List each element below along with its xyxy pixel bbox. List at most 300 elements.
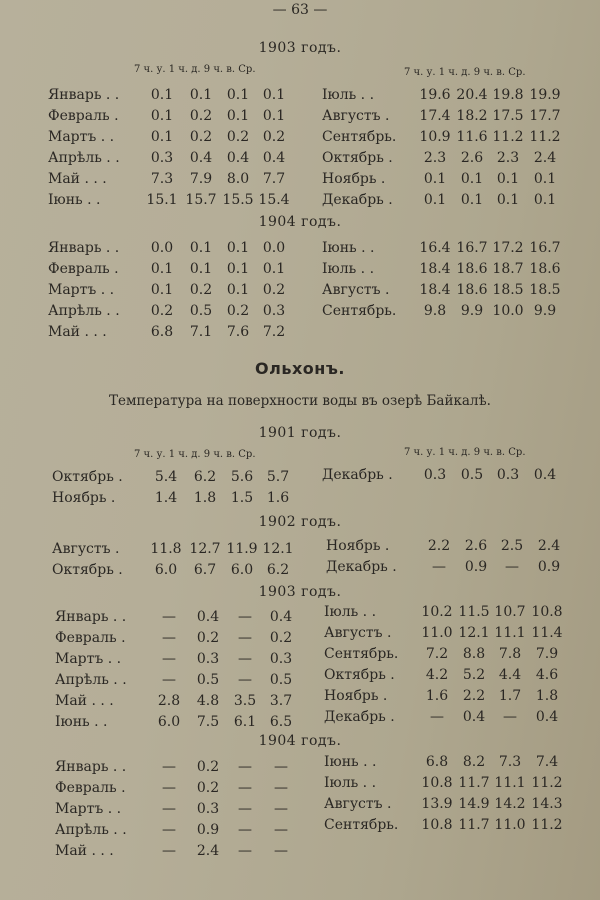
month-label: Іюнь . . [324,754,377,770]
value-1pm: 0.2 [189,282,213,298]
table-row [324,773,574,794]
value-7am: 6.8 [150,324,174,340]
table-row [322,301,572,322]
value-9pm: 0.1 [226,87,250,103]
value-1pm: 0.2 [196,759,220,775]
table-row [55,841,305,862]
value-7am: 0.1 [423,171,447,187]
month-label: Мартъ . . [48,129,115,145]
month-label: Февраль . [55,780,126,796]
table-1903-olkhon-right [324,602,574,728]
value-9pm: 2.5 [500,538,524,554]
value-mean: 0.4 [262,150,286,166]
value-9pm: 6.1 [233,714,257,730]
year-heading-1901: 1901 годъ. [258,425,342,441]
month-label: Августъ . [324,625,392,641]
value-mean: 11.2 [529,129,561,145]
value-7am: 0.1 [150,108,174,124]
value-1pm: 8.8 [462,646,486,662]
month-label: Апрѣль . . [48,150,120,166]
table-row [324,707,574,728]
value-9pm: 10.0 [492,303,524,319]
value-1pm: 2.2 [462,688,486,704]
month-label: Апрѣль . . [48,303,120,319]
value-9pm: — [238,672,252,688]
value-9pm: 0.4 [226,150,250,166]
value-mean: 10.8 [531,604,563,620]
value-7am: 1.6 [425,688,449,704]
year-heading-1903: 1903 годъ. [258,40,342,56]
value-7am: 7.3 [150,171,174,187]
value-7am: 0.0 [150,240,174,256]
month-label: Октябрь . [52,469,123,485]
value-mean: 18.5 [529,282,561,298]
value-9pm: 6.0 [230,562,254,578]
value-mean: 17.7 [529,108,561,124]
value-7am: — [162,780,176,796]
table-row [322,169,572,190]
table-1904-right [322,238,572,322]
table-row [326,557,576,578]
value-7am: 18.4 [419,261,451,277]
table-row [48,322,298,343]
value-1pm: 0.1 [460,171,484,187]
value-7am: — [162,801,176,817]
month-label: Октябрь . [52,562,123,578]
value-1pm: 2.6 [460,150,484,166]
value-1pm: 12.7 [189,541,221,557]
value-1pm: 0.5 [196,672,220,688]
value-mean: 0.4 [269,609,293,625]
value-7am: — [162,672,176,688]
value-1pm: 7.1 [189,324,213,340]
value-1pm: 0.4 [462,709,486,725]
value-7am: 15.1 [146,192,178,208]
value-7am: 0.1 [150,129,174,145]
value-1pm: 20.4 [456,87,488,103]
table-row [52,488,302,509]
value-7am: — [162,630,176,646]
value-mean: 0.1 [262,87,286,103]
value-mean: 15.4 [258,192,290,208]
month-label: Ноябрь . [322,171,386,187]
value-1pm: 0.9 [196,822,220,838]
value-7am: 0.1 [150,282,174,298]
value-9pm: — [238,630,252,646]
table-row [55,820,305,841]
value-mean: 7.9 [535,646,559,662]
table-row [48,259,298,280]
value-9pm: 15.5 [222,192,254,208]
value-7am: 6.0 [154,562,178,578]
value-mean: 0.9 [537,559,561,575]
value-7am: 11.0 [421,625,453,641]
month-label: Декабрь . [322,192,393,208]
value-7am: — [430,709,444,725]
value-1pm: 18.2 [456,108,488,124]
value-9pm: 2.3 [496,150,520,166]
value-mean: 18.6 [529,261,561,277]
value-7am: 10.8 [421,817,453,833]
value-mean: 14.3 [531,796,563,812]
table-row [55,607,305,628]
month-label: Іюль . . [324,775,377,791]
table-row [48,127,298,148]
month-label: Сентябрь. [324,817,399,833]
month-label: Декабрь . [322,467,393,483]
value-9pm: 17.2 [492,240,524,256]
value-1pm: 11.6 [456,129,488,145]
value-1pm: 0.2 [189,129,213,145]
value-mean: 6.5 [269,714,293,730]
value-1pm: 9.9 [460,303,484,319]
table-row [322,148,572,169]
value-7am: 0.3 [150,150,174,166]
table-row [55,691,305,712]
month-label: Сентябрь. [322,129,397,145]
value-9pm: 11.9 [226,541,258,557]
table-row [324,623,574,644]
value-1pm: 0.2 [196,780,220,796]
value-7am: 2.2 [427,538,451,554]
month-label: Мартъ . . [55,651,122,667]
value-mean: — [274,843,288,859]
column-header-right: 7 ч. у. 1 ч. д. 9 ч. в. Ср. [404,67,526,78]
value-1pm: 11.7 [458,817,490,833]
value-mean: 0.5 [269,672,293,688]
table-row [322,465,572,486]
month-label: Ноябрь . [326,538,390,554]
value-7am: 7.2 [425,646,449,662]
value-7am: 0.2 [150,303,174,319]
value-mean: 11.2 [531,817,563,833]
table-1903-left [48,85,298,211]
value-1pm: 16.7 [456,240,488,256]
table-row [322,85,572,106]
value-mean: 0.1 [262,261,286,277]
value-7am: 10.2 [421,604,453,620]
column-header-left: 7 ч. у. 1 ч. д. 9 ч. в. Ср. [134,449,256,460]
value-9pm: 1.7 [498,688,522,704]
value-mean: 0.1 [533,192,557,208]
station-heading: Ольхонъ. [255,359,345,378]
month-label: Іюнь . . [322,240,375,256]
year-heading-1903-olkhon: 1903 годъ. [258,584,342,600]
table-row [52,539,302,560]
value-7am: 4.2 [425,667,449,683]
table-row [55,670,305,691]
value-7am: 5.4 [154,469,178,485]
table-row [324,602,574,623]
table-1901-right [322,465,572,486]
value-9pm: 0.1 [496,192,520,208]
column-header-left: 7 ч. у. 1 ч. д. 9 ч. в. Ср. [134,64,256,75]
table-row [322,238,572,259]
table-row [48,169,298,190]
table-row [55,778,305,799]
value-mean: 5.7 [266,469,290,485]
value-1pm: 2.4 [196,843,220,859]
value-1pm: 0.5 [460,467,484,483]
value-7am: 10.9 [419,129,451,145]
value-7am: 0.3 [423,467,447,483]
value-mean: 4.6 [535,667,559,683]
value-7am: 13.9 [421,796,453,812]
value-9pm: — [238,780,252,796]
month-label: Февраль . [48,108,119,124]
table-1902-right [326,536,576,578]
value-9pm: 3.5 [233,693,257,709]
month-label: Іюль . . [322,261,375,277]
value-mean: 0.4 [535,709,559,725]
value-1pm: 18.6 [456,261,488,277]
month-label: Ноябрь . [324,688,388,704]
month-label: Декабрь . [326,559,397,575]
month-label: Іюль . . [322,87,375,103]
month-label: Августъ . [322,282,390,298]
table-row [324,794,574,815]
value-7am: 19.6 [419,87,451,103]
table-row [322,106,572,127]
value-7am: 17.4 [419,108,451,124]
value-9pm: 7.3 [498,754,522,770]
value-7am: 18.4 [419,282,451,298]
value-9pm: 0.2 [226,129,250,145]
month-label: Августъ . [52,541,120,557]
value-mean: 0.1 [262,108,286,124]
month-label: Январь . . [55,759,127,775]
value-7am: 10.8 [421,775,453,791]
month-label: Сентябрь. [324,646,399,662]
value-1pm: 11.5 [458,604,490,620]
month-label: Май . . . [48,324,107,340]
table-row [322,127,572,148]
value-9pm: 11.0 [494,817,526,833]
table-row [48,190,298,211]
month-label: Май . . . [55,693,114,709]
value-mean: 2.4 [537,538,561,554]
value-1pm: 6.7 [193,562,217,578]
table-row [324,815,574,836]
value-mean: 1.8 [535,688,559,704]
value-mean: 0.2 [262,282,286,298]
value-1pm: 0.3 [196,651,220,667]
value-7am: 9.8 [423,303,447,319]
table-row [324,644,574,665]
value-9pm: — [238,822,252,838]
month-label: Октябрь . [324,667,395,683]
month-label: Январь . . [48,240,120,256]
table-row [324,686,574,707]
value-7am: 1.4 [154,490,178,506]
month-label: Іюнь . . [48,192,101,208]
value-9pm: 19.8 [492,87,524,103]
month-label: Іюнь . . [55,714,108,730]
value-7am: 2.8 [157,693,181,709]
value-mean: 1.6 [266,490,290,506]
table-row [48,238,298,259]
value-9pm: 11.2 [492,129,524,145]
month-label: Августъ . [322,108,390,124]
value-1pm: 0.4 [196,609,220,625]
value-1pm: 14.9 [458,796,490,812]
value-9pm: 18.7 [492,261,524,277]
table-row [55,712,305,733]
value-mean: 0.0 [262,240,286,256]
value-1pm: 4.8 [196,693,220,709]
value-9pm: 0.1 [226,108,250,124]
month-label: Апрѣль . . [55,672,127,688]
value-mean: 0.3 [269,651,293,667]
table-1903-right [322,85,572,211]
table-row [48,106,298,127]
value-mean: 11.4 [531,625,563,641]
value-1pm: 1.8 [193,490,217,506]
month-label: Декабрь . [324,709,395,725]
value-7am: — [432,559,446,575]
section-subtitle: Температура на поверхности воды въ озерѣ Байкалѣ. [109,393,491,409]
table-row [55,799,305,820]
value-7am: 0.1 [423,192,447,208]
value-mean: 0.2 [262,129,286,145]
value-mean: — [274,780,288,796]
month-label: Январь . . [48,87,120,103]
value-1pm: 0.1 [189,240,213,256]
table-row [55,757,305,778]
month-label: Февраль . [55,630,126,646]
table-1904-olkhon-right [324,752,574,836]
value-9pm: 4.4 [498,667,522,683]
year-heading-1904-olkhon: 1904 годъ. [258,733,342,749]
table-1904-olkhon-left [55,757,305,862]
value-1pm: 0.1 [460,192,484,208]
value-7am: 16.4 [419,240,451,256]
month-label: Апрѣль . . [55,822,127,838]
table-row [322,280,572,301]
month-label: Февраль . [48,261,119,277]
table-row [48,148,298,169]
value-1pm: 0.5 [189,303,213,319]
value-1pm: 5.2 [462,667,486,683]
year-heading-1904: 1904 годъ. [258,214,342,230]
value-9pm: 10.7 [494,604,526,620]
value-9pm: 1.5 [230,490,254,506]
table-1903-olkhon-left [55,607,305,733]
value-1pm: 7.5 [196,714,220,730]
month-label: Мартъ . . [48,282,115,298]
value-9pm: — [238,801,252,817]
value-9pm: — [503,709,517,725]
value-mean: 0.4 [533,467,557,483]
value-9pm: 14.2 [494,796,526,812]
value-mean: 3.7 [269,693,293,709]
month-label: Ноябрь . [52,490,116,506]
table-row [326,536,576,557]
value-mean: 7.4 [535,754,559,770]
value-7am: 6.0 [157,714,181,730]
value-9pm: 8.0 [226,171,250,187]
table-row [48,280,298,301]
value-7am: 0.1 [150,261,174,277]
value-9pm: 0.1 [496,171,520,187]
value-mean: — [274,759,288,775]
table-row [48,301,298,322]
table-row [324,752,574,773]
value-1pm: 0.2 [196,630,220,646]
value-1pm: 0.3 [196,801,220,817]
value-9pm: 0.2 [226,303,250,319]
table-row [322,259,572,280]
value-9pm: 11.1 [494,775,526,791]
value-7am: 0.1 [150,87,174,103]
table-row [324,665,574,686]
value-1pm: 15.7 [185,192,217,208]
year-heading-1902: 1902 годъ. [258,514,342,530]
value-9pm: — [238,843,252,859]
value-7am: — [162,843,176,859]
value-7am: — [162,759,176,775]
table-row [322,190,572,211]
value-mean: — [274,822,288,838]
month-label: Августъ . [324,796,392,812]
table-1904-left [48,238,298,343]
value-1pm: 0.1 [189,87,213,103]
value-9pm: 5.6 [230,469,254,485]
month-label: Мартъ . . [55,801,122,817]
value-9pm: — [238,609,252,625]
value-mean: 0.1 [533,171,557,187]
value-7am: — [162,822,176,838]
value-9pm: 0.1 [226,282,250,298]
month-label: Май . . . [48,171,107,187]
value-1pm: 0.2 [189,108,213,124]
value-7am: 6.8 [425,754,449,770]
value-mean: 0.3 [262,303,286,319]
value-mean: 7.2 [262,324,286,340]
value-1pm: 12.1 [458,625,490,641]
table-row [55,628,305,649]
value-7am: — [162,609,176,625]
month-label: Іюль . . [324,604,377,620]
value-1pm: 0.1 [189,261,213,277]
table-row [55,649,305,670]
value-1pm: 18.6 [456,282,488,298]
value-9pm: 7.8 [498,646,522,662]
page-number: — 63 — [272,2,328,18]
value-mean: 9.9 [533,303,557,319]
table-1902-left [52,539,302,581]
value-9pm: 11.1 [494,625,526,641]
table-1901-left [52,467,302,509]
value-mean: — [274,801,288,817]
value-9pm: 0.1 [226,261,250,277]
value-9pm: 7.6 [226,324,250,340]
value-mean: 6.2 [266,562,290,578]
value-9pm: — [238,651,252,667]
month-label: Сентябрь. [322,303,397,319]
value-1pm: 0.9 [464,559,488,575]
month-label: Январь . . [55,609,127,625]
value-1pm: 2.6 [464,538,488,554]
value-9pm: 17.5 [492,108,524,124]
value-7am: 2.3 [423,150,447,166]
value-1pm: 11.7 [458,775,490,791]
value-1pm: 8.2 [462,754,486,770]
value-9pm: 0.3 [496,467,520,483]
value-9pm: 0.1 [226,240,250,256]
month-label: Май . . . [55,843,114,859]
table-row [52,467,302,488]
